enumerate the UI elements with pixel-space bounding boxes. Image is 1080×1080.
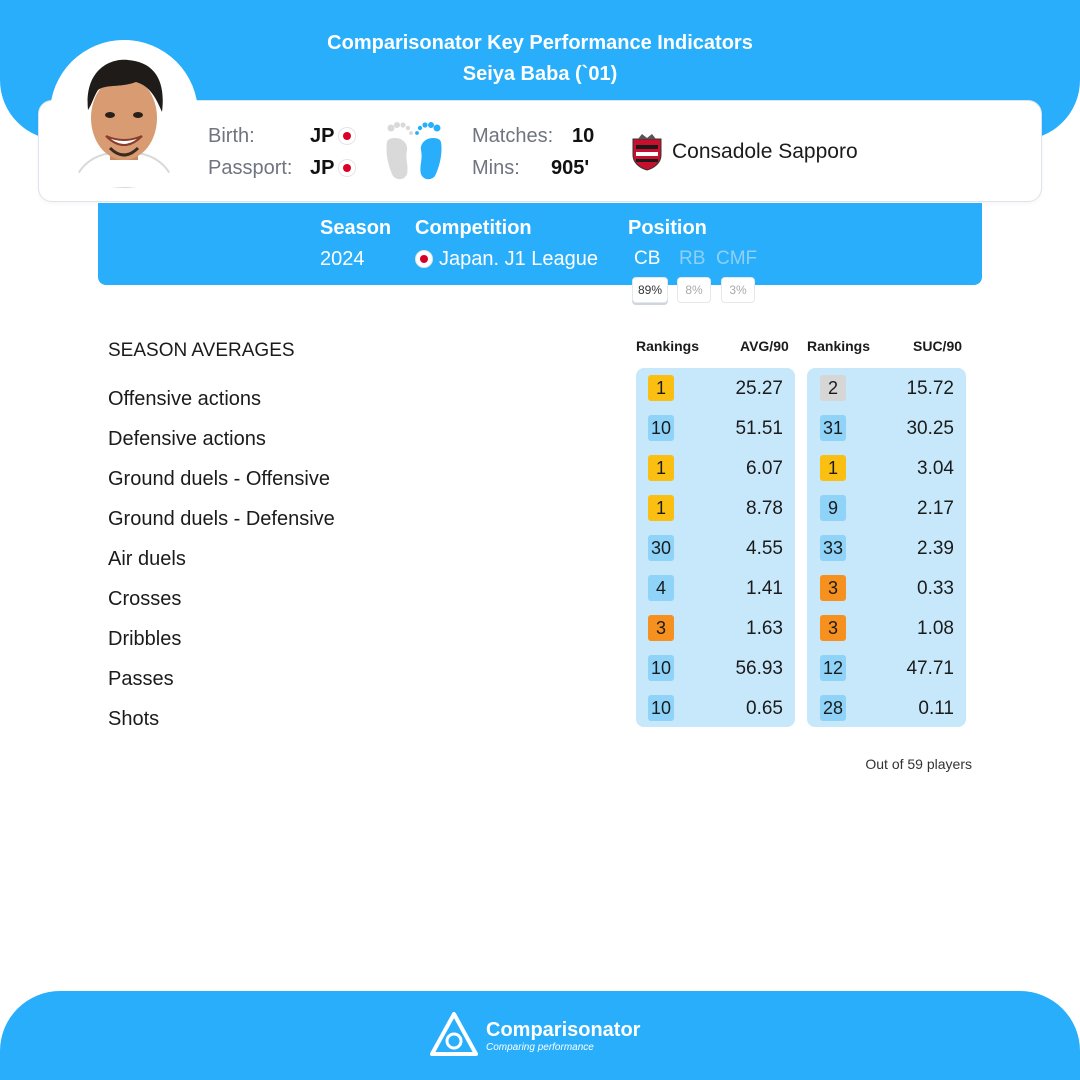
avg-value: 25.27 [735, 378, 783, 399]
suc-value-header: SUC/90 [913, 338, 963, 354]
footer-brand: Comparisonator [486, 1019, 641, 1041]
avg-value-header: AVG/90 [740, 338, 789, 354]
passport-value: JP [310, 157, 335, 179]
metric-label: Defensive actions [108, 428, 266, 450]
suc-rank-badge: 33 [820, 535, 846, 561]
suc-rank-badge: 3 [820, 615, 846, 641]
suc-rank-badge: 1 [820, 455, 846, 481]
suc-value: 15.72 [906, 378, 954, 399]
matches-label: Matches: [472, 125, 554, 147]
avg-rank-badge: 1 [648, 495, 674, 521]
suc-value: 0.11 [918, 698, 954, 719]
birth-label: Birth: [208, 125, 255, 147]
mins-label: Mins: [472, 157, 520, 179]
avg-value: 1.63 [746, 618, 783, 639]
metric-label: Dribbles [108, 628, 182, 650]
suc-rank-header: Rankings [807, 338, 871, 354]
suc-rank-badge: 28 [820, 695, 846, 721]
position-cmf-pct: 3% [721, 277, 755, 303]
club-name: Consadole Sapporo [672, 140, 858, 163]
player-name: Seiya Baba (`01) [462, 63, 618, 85]
club-crest-icon [630, 133, 664, 171]
season-label: Season [320, 217, 392, 239]
avg-rank-badge: 10 [648, 415, 674, 441]
suc-value: 47.71 [906, 658, 954, 679]
position-rb-pct: 8% [677, 277, 711, 303]
japan-flag-icon [339, 128, 355, 144]
avg-value: 1.41 [746, 578, 783, 599]
position-cb: CB [634, 248, 661, 269]
avg-rank-badge: 4 [648, 575, 674, 601]
japan-flag-icon [339, 160, 355, 176]
competition-value: Japan. J1 League [439, 248, 599, 270]
suc-rank-badge: 3 [820, 575, 846, 601]
suc-value: 1.08 [917, 618, 954, 639]
metric-label: Offensive actions [108, 388, 262, 410]
footer-tagline: Comparing performance [486, 1042, 594, 1053]
passport-label: Passport: [208, 157, 293, 179]
avg-rank-badge: 10 [648, 655, 674, 681]
position-cmf: CMF [716, 248, 758, 269]
birth-value: JP [310, 125, 335, 147]
avg-value: 56.93 [735, 658, 783, 679]
avg-rank-badge: 30 [648, 535, 674, 561]
metric-label: Air duels [108, 548, 186, 570]
avg-value: 4.55 [746, 538, 783, 559]
avg-value: 0.65 [746, 698, 783, 719]
section-title: SEASON AVERAGES [108, 340, 295, 361]
avg-value: 8.78 [746, 498, 783, 519]
competition-label: Competition [415, 217, 532, 239]
mins-value: 905' [551, 157, 590, 179]
avg-value: 51.51 [735, 418, 783, 439]
metric-label: Shots [108, 708, 160, 730]
avg-rank-header: Rankings [636, 338, 700, 354]
suc-value: 3.04 [917, 458, 954, 479]
avg-rank-badge: 3 [648, 615, 674, 641]
suc-rank-badge: 31 [820, 415, 846, 441]
position-rb: RB [679, 248, 706, 269]
season-value: 2024 [320, 248, 365, 270]
avg-rank-badge: 1 [648, 375, 674, 401]
suc-rank-badge: 9 [820, 495, 846, 521]
suc-value: 0.33 [917, 578, 954, 599]
suc-value: 2.17 [917, 498, 954, 519]
avg-rank-badge: 1 [648, 455, 674, 481]
suc-value: 2.39 [917, 538, 954, 559]
report-title: Comparisonator Key Performance Indicators [327, 32, 753, 54]
player-photo [50, 40, 198, 188]
preferred-foot-icon [381, 118, 447, 182]
metric-label: Passes [108, 668, 174, 690]
metric-label: Crosses [108, 588, 182, 610]
position-cb-pct: 89% [632, 277, 668, 303]
metric-label: Ground duels - Offensive [108, 468, 330, 490]
suc-rank-badge: 12 [820, 655, 846, 681]
season-bar [98, 203, 982, 285]
position-label: Position [628, 217, 707, 239]
matches-value: 10 [572, 125, 595, 147]
metric-label: Ground duels - Defensive [108, 508, 335, 530]
japan-flag-icon [416, 251, 432, 267]
footnote: Out of 59 players [865, 756, 972, 772]
avg-value: 6.07 [746, 458, 783, 479]
comparisonator-logo-icon [430, 1012, 478, 1058]
suc-rank-badge: 2 [820, 375, 846, 401]
avg-rank-badge: 10 [648, 695, 674, 721]
suc-value: 30.25 [906, 418, 954, 439]
